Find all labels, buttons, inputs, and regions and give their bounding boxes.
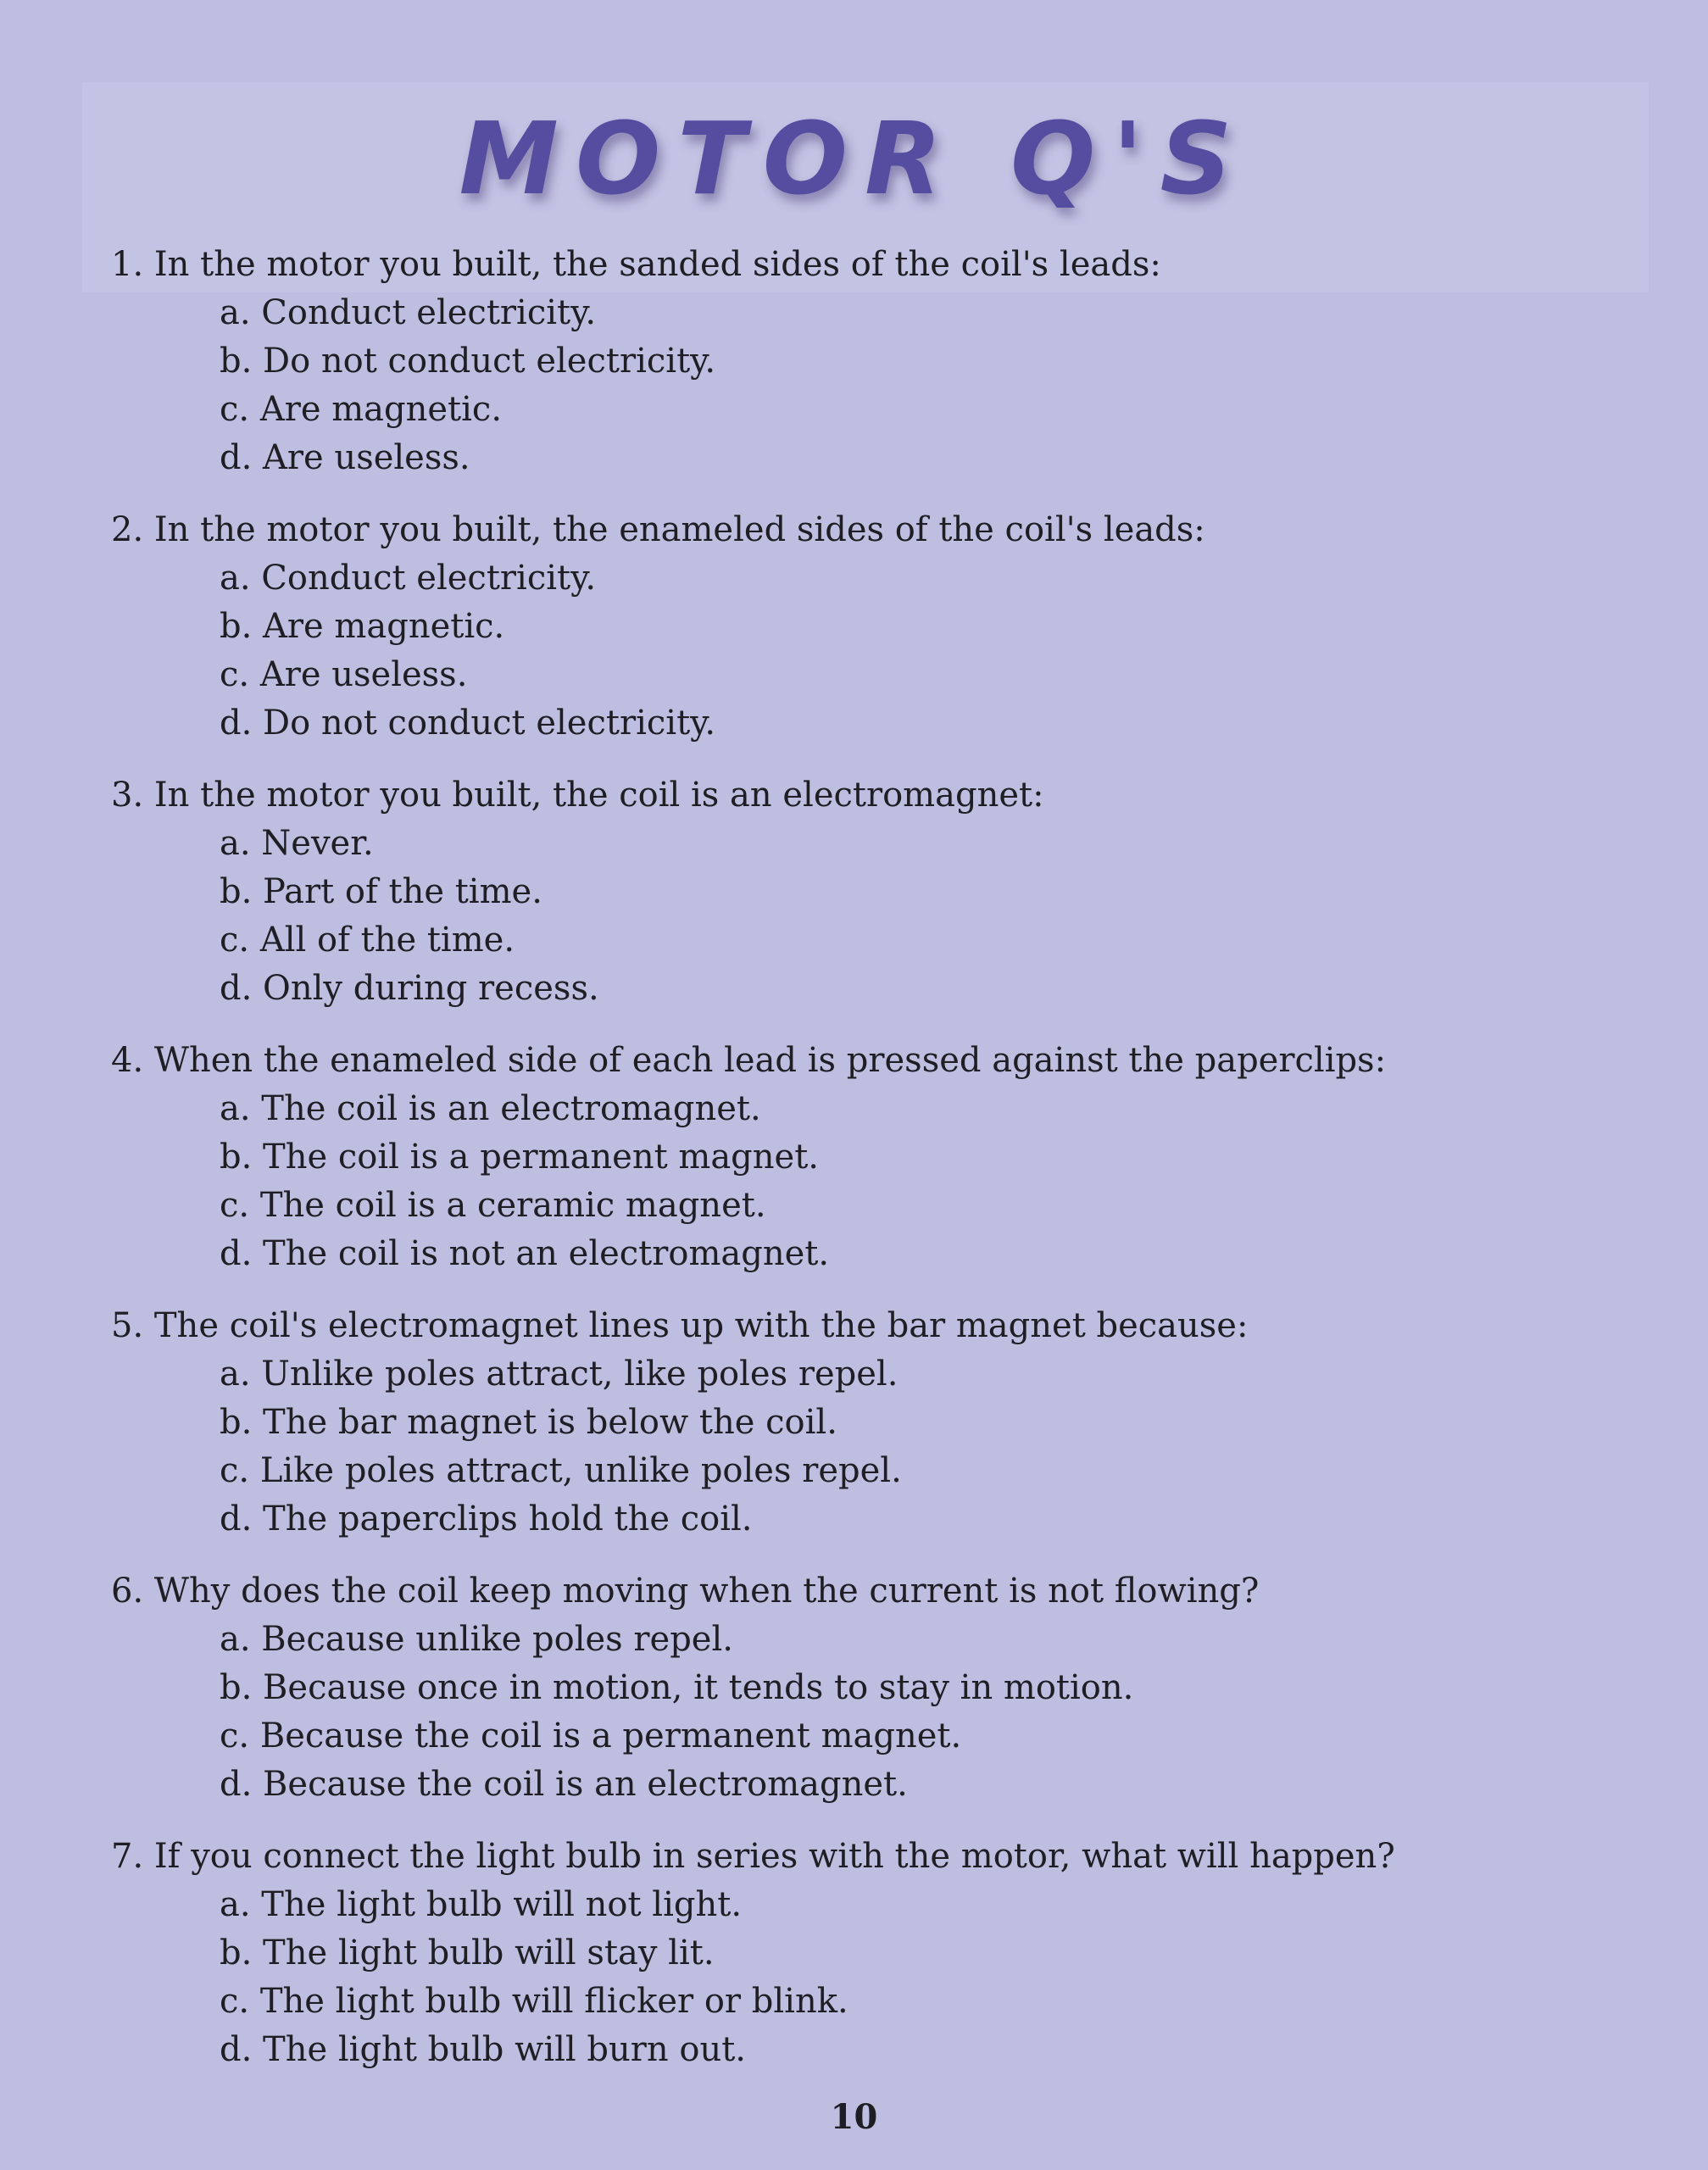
answer-option: c. Are useless. xyxy=(220,655,468,694)
answer-options xyxy=(111,1085,1688,1278)
answer-option: d. Are useless. xyxy=(220,438,470,477)
answer-option: b. Part of the time. xyxy=(220,872,542,911)
answer-option: a. Conduct electricity. xyxy=(220,293,597,332)
answer-options xyxy=(111,554,1688,748)
question-text: 5. The coil's electromagnet lines up with the bar magnet because: xyxy=(111,1306,1249,1345)
answer-option: a. Unlike poles attract, like poles repel. xyxy=(220,1355,899,1394)
answer-options xyxy=(111,1881,1688,2074)
answer-option: b. Are magnetic. xyxy=(220,607,505,646)
question-text: 4. When the enameled side of each lead is pressed against the paperclips: xyxy=(111,1041,1387,1080)
answer-option: d. The light bulb will burn out. xyxy=(220,2030,747,2069)
question-text: 6. Why does the coil keep moving when the current is not flowing? xyxy=(111,1572,1260,1611)
page-number: 10 xyxy=(830,2097,878,2137)
answer-option: d. Do not conduct electricity. xyxy=(220,704,716,743)
question-text: 7. If you connect the light bulb in series with the motor, what will happen? xyxy=(111,1837,1395,1876)
answer-option: b. Because once in motion, it tends to stay in motion. xyxy=(220,1668,1134,1707)
answer-option: c. The coil is a ceramic magnet. xyxy=(220,1186,766,1225)
answer-option: d. The coil is not an electromagnet. xyxy=(220,1234,830,1273)
answer-option: c. Because the coil is a permanent magnet. xyxy=(220,1717,962,1755)
question-text: 2. In the motor you built, the enameled sides of the coil's leads: xyxy=(111,510,1205,549)
answer-option: a. Conduct electricity. xyxy=(220,559,597,598)
answer-options xyxy=(111,1350,1688,1544)
question-item xyxy=(111,1302,1688,1544)
question-text: 3. In the motor you built, the coil is an electromagnet: xyxy=(111,776,1044,815)
question-text: 1. In the motor you built, the sanded sides of the coil's leads: xyxy=(111,245,1161,284)
answer-option: c. The light bulb will flicker or blink. xyxy=(220,1982,848,2021)
answer-option: b. The light bulb will stay lit. xyxy=(220,1934,715,1972)
answer-option: b. The coil is a permanent magnet. xyxy=(220,1138,820,1177)
answer-option: a. Never. xyxy=(220,824,374,863)
answer-option: a. The coil is an electromagnet. xyxy=(220,1089,761,1128)
question-item xyxy=(111,1833,1688,2074)
question-item xyxy=(111,506,1688,748)
answer-options xyxy=(111,820,1688,1013)
answer-option: a. The light bulb will not light. xyxy=(220,1885,743,1924)
answer-option: b. The bar magnet is below the coil. xyxy=(220,1403,837,1442)
answer-option: a. Because unlike poles repel. xyxy=(220,1620,733,1659)
answer-option: b. Do not conduct electricity. xyxy=(220,342,716,381)
question-item xyxy=(111,241,1688,482)
answer-option: d. Because the coil is an electromagnet. xyxy=(220,1765,908,1804)
answer-option: d. Only during recess. xyxy=(220,969,599,1008)
answer-options xyxy=(111,289,1688,482)
page-title: MOTOR Q'S xyxy=(459,100,1249,217)
question-item xyxy=(111,1037,1688,1278)
question-item xyxy=(111,1567,1688,1809)
question-item xyxy=(111,771,1688,1013)
answer-options xyxy=(111,1616,1688,1809)
question-list xyxy=(111,241,1688,2098)
answer-option: c. Are magnetic. xyxy=(220,390,503,429)
answer-option: c. All of the time. xyxy=(220,921,515,960)
answer-option: d. The paperclips hold the coil. xyxy=(220,1500,753,1538)
answer-option: c. Like poles attract, unlike poles repel. xyxy=(220,1451,902,1490)
